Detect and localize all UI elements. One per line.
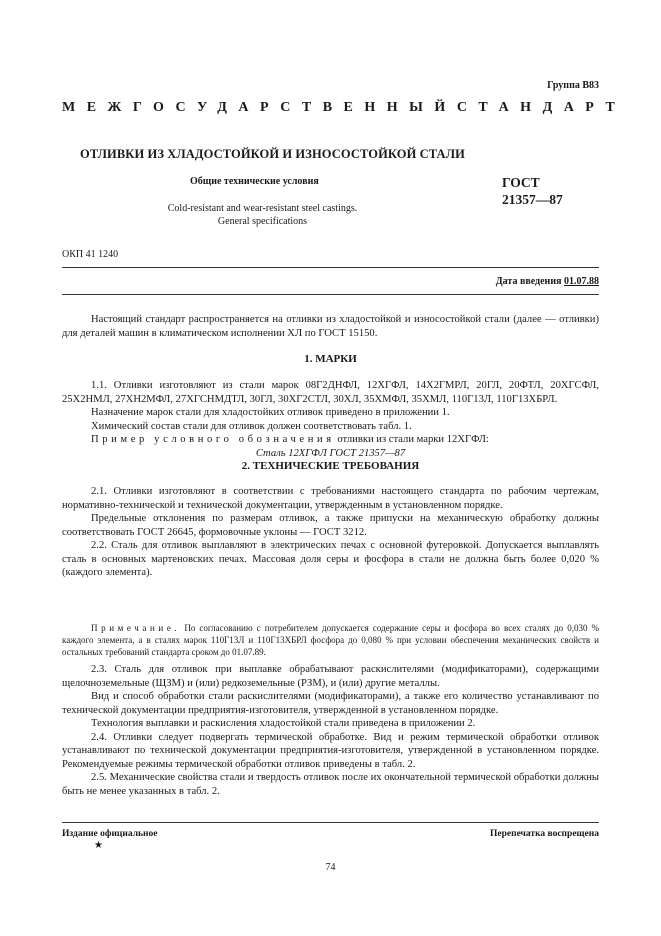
intro-text: Настоящий стандарт распространяется на отливки из хладостойкой и износостойкой стали (далее — отливки) для деталей машин в климатическом исполнении ХЛ по ГОСТ 15150. [62, 314, 599, 339]
section-2-p8: 2.5. Механические свойства стали и твердость отливок после их окончательной термической обработки должны быть не менее указанных в табл. 2. [62, 772, 599, 797]
intro-paragraph [62, 313, 599, 340]
header-divider [62, 267, 599, 268]
section-2-p6: Технология выплавки и раскисления хладостойкой стали приведена в приложении 2. [91, 718, 476, 729]
section-1-body [62, 379, 599, 460]
gost-label: ГОСТ [502, 175, 540, 190]
example-rest: отливки из стали марки 12ХГФЛ: [334, 434, 489, 445]
section-1-p1: 1.1. Отливки изготовляют из стали марок 08Г2ДНФЛ, 12ХГФЛ, 14Х2ГМРЛ, 20ГЛ, 20ФТЛ, 20ХГСФЛ, 25Х2НМЛ, 27ХН2МФЛ, 27ХГСНМДТЛ, 30ГЛ, 30ХГ2СТЛ, 30ХЛ, 35ХМФЛ, 35ХМЛ, 110Г13Л, 110Г13ХБРЛ. [62, 380, 599, 405]
section-1-p2: Назначение марок стали для хладостойких отливок приведено в приложении 1. [91, 407, 450, 418]
gost-number: 21357—87 [502, 192, 563, 207]
note-text: По согласованию с потребителем допускается содержание серы и фосфора во всех сталях до 0,030 % каждого элемента, а в сталях марок 110Г13Л и 110Г13ХБРЛ фосфора до 0,080 % при условии обеспечения механических свойств и остальных требований стандарта сроком до 01.07.89. [62, 623, 599, 657]
section-1-example [62, 433, 599, 447]
section-2-p2: Предельные отклонения по размерам отливок, а также припуски на механическую обработку должны соответствовать ГОСТ 26645, формовочные уклоны — ГОСТ 3212. [62, 513, 599, 538]
section-2-p1: 2.1. Отливки изготовляют в соответствии с требованиями настоящего стандарта по рабочим чертежам, нормативно-технической и технической документации, утвержденным в установленном порядке. [62, 486, 599, 511]
section-2-heading: 2. ТЕХНИЧЕСКИЕ ТРЕБОВАНИЯ [241, 460, 420, 472]
group-code: Группа В83 [547, 80, 599, 91]
star-icon: ★ [94, 840, 103, 851]
effective-date-value: 01.07.88 [564, 276, 599, 287]
note-label: Примечание. [91, 623, 181, 633]
effective-date-label: Дата введения [495, 276, 562, 287]
english-title-line-1: Cold-resistant and wear-resistant steel castings. [167, 203, 358, 214]
example-value: Сталь 12ХГФЛ ГОСТ 21357—87 [255, 447, 406, 459]
official-edition: Издание официальное [62, 829, 158, 839]
example-label: Пример условного обозначения [91, 434, 335, 445]
reprint-prohibited: Перепечатка воспрещена [489, 829, 599, 839]
section-2-body-bottom [62, 663, 599, 798]
english-title-line-2: General specifications [217, 216, 308, 227]
document-subtitle: Общие технические условия [190, 176, 319, 187]
banner-word-2-text: СТАНДАРТ [456, 100, 627, 115]
standard-banner [62, 100, 627, 116]
section-2-p7: 2.4. Отливки следует подвергать термической обработке. Вид и режим термической обработки отливок устанавливают по технической документации предприятия-изготовителя, утвержденной в установленном порядке. Рекомендуемые режимы термической обработки отливок приведены в табл. 2. [62, 731, 599, 770]
section-1-heading: 1. МАРКИ [304, 353, 357, 365]
section-1-p3: Химический состав стали для отливок должен соответствовать табл. 1. [91, 420, 412, 432]
section-2-p5: Вид и способ обработки стали раскислителями (модификаторами), а также его количество устанавливают по технической документации предприятия-изготовителя, утвержденной в установленном порядке. [62, 691, 599, 716]
banner-word-2 [457, 100, 627, 116]
okp-code: ОКП 41 1240 [62, 249, 119, 260]
section-2-note [62, 622, 599, 658]
section-2-body-top [62, 485, 599, 580]
banner-word-1-text: МЕЖГОСУДАРСТВЕННЫЙ [62, 100, 457, 115]
section-2-p4: 2.3. Сталь для отливок при выплавке обрабатывают раскислителями (модификаторами), содержащими щелочноземельные (ЩЗМ) и (или) редкоземельные (РЗМ), и (или) другие металлы. [62, 664, 599, 689]
document-title: ОТЛИВКИ ИЗ ХЛАДОСТОЙКОЙ И ИЗНОСОСТОЙКОЙ СТАЛИ [80, 147, 465, 161]
banner-word-1 [62, 100, 457, 116]
section-2-p3: 2.2. Сталь для отливок выплавляют в электрических печах с основной футеровкой. Допускается выплавлять сталь в основных мартеновских печах. Массовая доля серы и фосфора в стали не должна быть более 0,020 % (каждого элемента). [62, 540, 599, 578]
date-divider [62, 294, 599, 295]
section-1-example-value-line [62, 447, 599, 461]
effective-date [496, 276, 599, 287]
english-title [135, 202, 390, 228]
note-paragraph [62, 622, 599, 658]
footer-divider [62, 822, 599, 823]
page-number: 74 [325, 862, 336, 873]
gost-designation [502, 174, 563, 208]
